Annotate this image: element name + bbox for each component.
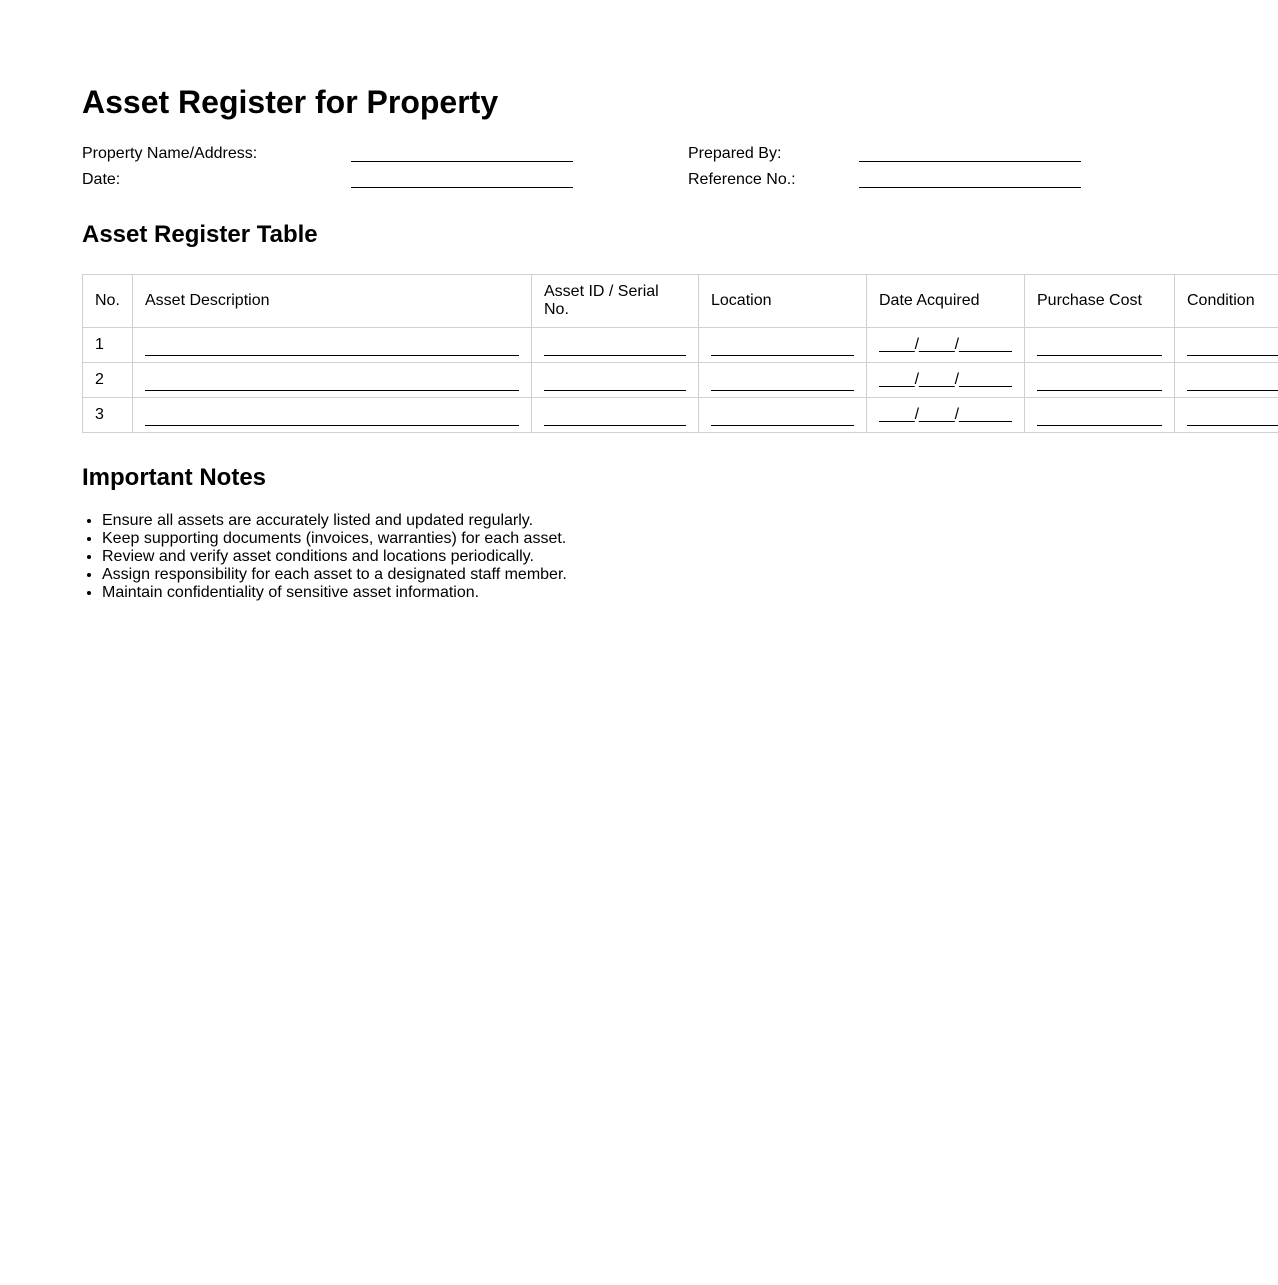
asset-table-wrapper [82, 274, 1278, 433]
table-row [83, 363, 1278, 398]
table-header-row [83, 275, 1278, 328]
cost-blank[interactable] [1037, 374, 1162, 391]
date-cell[interactable] [867, 328, 1025, 363]
location-cell[interactable] [699, 328, 867, 363]
cost-cell[interactable] [1025, 398, 1175, 433]
notes-list [82, 512, 567, 602]
row-number: 3 [83, 398, 133, 433]
location-blank[interactable] [711, 374, 854, 391]
description-cell[interactable] [133, 328, 532, 363]
list-item: • Keep supporting documents (invoices, warranties) for each asset. [102, 530, 567, 548]
cost-blank[interactable] [1037, 339, 1162, 356]
date-blank[interactable]: ____/____/______ [879, 406, 1012, 423]
column-header-purchase-cost: Purchase Cost [1025, 275, 1175, 328]
row-number: 1 [83, 328, 133, 363]
table-row [83, 328, 1278, 363]
asset-id-blank[interactable] [544, 339, 686, 356]
prepared-by-field-line[interactable] [859, 161, 1081, 162]
column-header-condition: Condition [1175, 275, 1278, 328]
column-header-asset-id: Asset ID / Serial No. [532, 275, 699, 328]
asset-id-cell[interactable] [532, 363, 699, 398]
cost-cell[interactable] [1025, 328, 1175, 363]
condition-cell[interactable] [1175, 328, 1278, 363]
condition-blank[interactable] [1187, 409, 1278, 426]
description-cell[interactable] [133, 398, 532, 433]
date-cell[interactable] [867, 363, 1025, 398]
asset-id-cell[interactable] [532, 398, 699, 433]
date-label: Date: [82, 171, 121, 188]
column-header-location: Location [699, 275, 867, 328]
location-cell[interactable] [699, 363, 867, 398]
condition-cell[interactable] [1175, 398, 1278, 433]
condition-cell[interactable] [1175, 363, 1278, 398]
location-blank[interactable] [711, 409, 854, 426]
description-blank[interactable] [145, 374, 519, 391]
asset-id-cell[interactable] [532, 328, 699, 363]
location-cell[interactable] [699, 398, 867, 433]
description-cell[interactable] [133, 363, 532, 398]
date-blank[interactable]: ____/____/______ [879, 336, 1012, 353]
table-heading: Asset Register Table [82, 221, 318, 248]
list-item: • Maintain confidentiality of sensitive asset information. [102, 584, 567, 602]
description-blank[interactable] [145, 409, 519, 426]
reference-field-line[interactable] [859, 187, 1081, 188]
column-header-no: No. [83, 275, 133, 328]
table-row [83, 398, 1278, 433]
list-item: • Assign responsibility for each asset to a designated staff member. [102, 566, 567, 584]
location-blank[interactable] [711, 339, 854, 356]
asset-id-blank[interactable] [544, 409, 686, 426]
asset-id-blank[interactable] [544, 374, 686, 391]
condition-blank[interactable] [1187, 339, 1278, 356]
row-number: 2 [83, 363, 133, 398]
cost-cell[interactable] [1025, 363, 1175, 398]
meta-row-2 [82, 170, 1182, 196]
column-header-description: Asset Description [133, 275, 532, 328]
condition-blank[interactable] [1187, 374, 1278, 391]
column-header-date-acquired: Date Acquired [867, 275, 1025, 328]
page-title: Asset Register for Property [82, 84, 499, 120]
asset-register-table [82, 274, 1278, 433]
date-field-line[interactable] [351, 187, 573, 188]
date-cell[interactable] [867, 398, 1025, 433]
prepared-by-label: Prepared By: [688, 145, 782, 162]
list-item: • Review and verify asset conditions and locations periodically. [102, 548, 567, 566]
notes-heading: Important Notes [82, 464, 267, 491]
property-label: Property Name/Address: [82, 145, 258, 162]
date-blank[interactable]: ____/____/______ [879, 371, 1012, 388]
list-item: • Ensure all assets are accurately listed and updated regularly. [102, 512, 567, 530]
description-blank[interactable] [145, 339, 519, 356]
cost-blank[interactable] [1037, 409, 1162, 426]
reference-label: Reference No.: [688, 171, 796, 188]
meta-row-1 [82, 144, 1182, 170]
property-field-line[interactable] [351, 161, 573, 162]
meta-fields [82, 144, 1182, 196]
